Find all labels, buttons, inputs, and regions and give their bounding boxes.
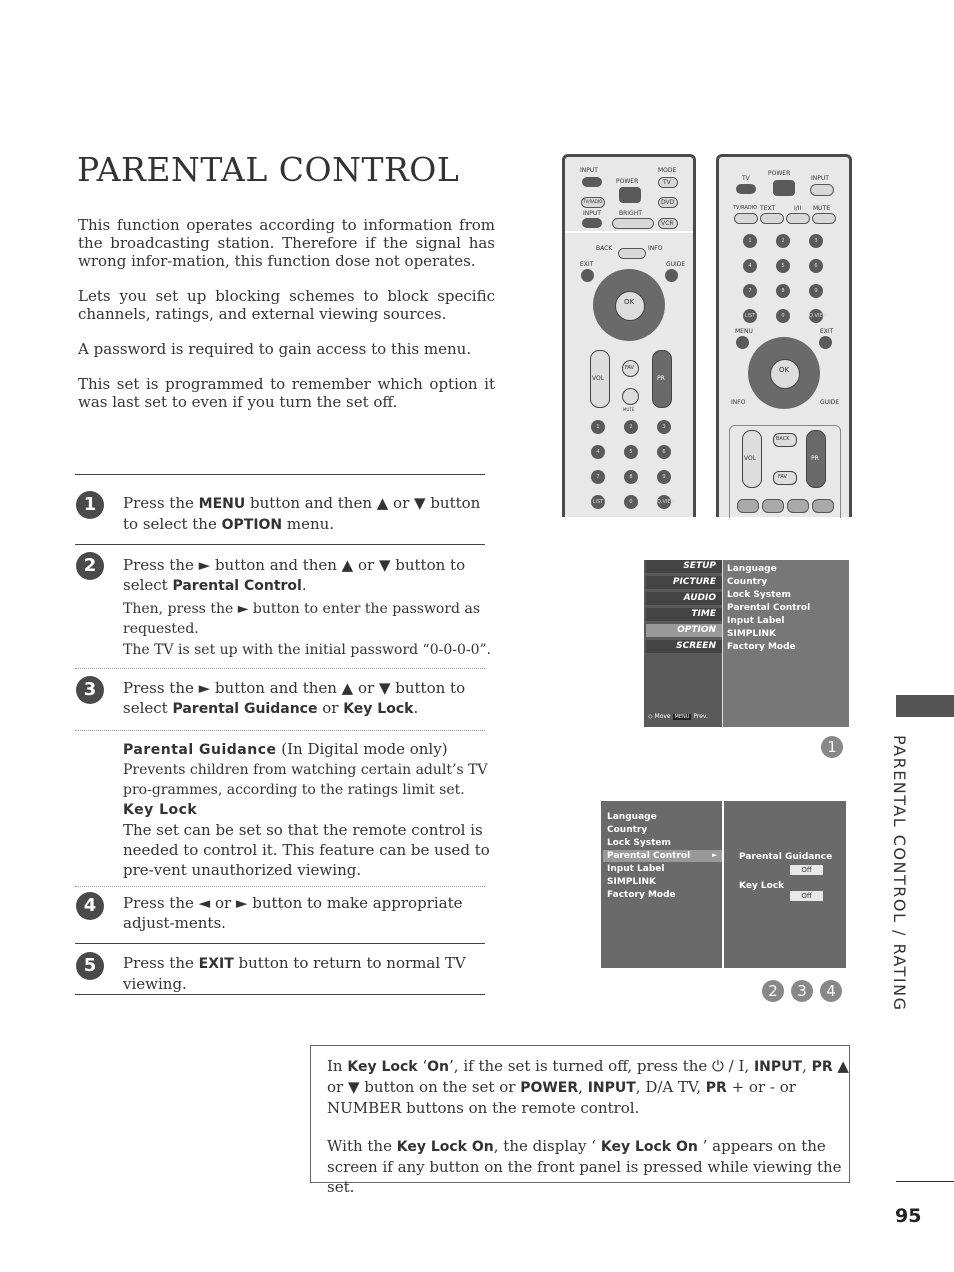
- remote-label: VOL: [744, 455, 757, 462]
- menu-item[interactable]: Input Label: [727, 616, 785, 626]
- option-menu-label: OPTION: [221, 517, 283, 533]
- step-text: .: [301, 576, 307, 594]
- remote-label: TV: [663, 179, 671, 186]
- number-pad-label: 6: [662, 449, 666, 455]
- number-pad-button[interactable]: [624, 470, 638, 484]
- tv-radio-button[interactable]: [581, 197, 605, 208]
- remote-label: I/II: [794, 205, 802, 212]
- step-number: 2: [76, 552, 104, 580]
- intro-paragraph: Lets you set up blocking schemes to block specific channels, ratings, and external viewing sources.: [78, 287, 495, 323]
- footer-move: ◇ Move MENU Prev.: [648, 713, 708, 720]
- number-pad-button[interactable]: [743, 234, 757, 248]
- divider: [75, 943, 485, 944]
- exit-button[interactable]: [581, 269, 594, 282]
- key-lock-option: Key Lock: [739, 881, 785, 891]
- step-5-text: [123, 953, 493, 994]
- nav-option[interactable]: OPTION: [646, 624, 722, 637]
- number-pad-label: 8: [629, 474, 633, 480]
- remote-label: DVD: [661, 199, 675, 206]
- number-pad-button[interactable]: [809, 234, 823, 248]
- number-pad-label: 4: [596, 449, 600, 455]
- number-pad-label: Q.VIEW: [809, 313, 828, 319]
- side-label-text: PARENTAL CONTROL / RATING: [890, 735, 909, 1012]
- fav-button[interactable]: [773, 471, 797, 485]
- ok-button[interactable]: [770, 359, 800, 389]
- fav-button[interactable]: [622, 360, 639, 377]
- exit-button[interactable]: [819, 336, 832, 349]
- step-text: menu.: [282, 515, 335, 533]
- menu-item[interactable]: SIMPLINK: [607, 877, 656, 887]
- section-tab: [896, 695, 954, 717]
- pr-term: PR: [705, 1080, 727, 1096]
- back-button[interactable]: [618, 248, 646, 259]
- program-rocker[interactable]: [652, 350, 672, 408]
- number-pad-label: 4: [748, 263, 752, 269]
- bright-button[interactable]: [612, 218, 654, 229]
- number-pad-button[interactable]: [591, 495, 605, 509]
- number-pad-label: LIST: [744, 313, 756, 319]
- pr-term: PR: [811, 1059, 833, 1075]
- menu-item[interactable]: Country: [727, 577, 768, 587]
- step-text: Press the ► button and then ▲ or ▼ button to select: [123, 556, 466, 594]
- text-button[interactable]: [760, 213, 784, 224]
- remote-label: EXIT: [820, 328, 834, 335]
- divider: [75, 994, 485, 995]
- number-pad-label: 2: [629, 424, 633, 430]
- note-text: With the: [327, 1137, 397, 1155]
- menu-item[interactable]: Language: [727, 564, 777, 574]
- note-text: , the display ‘: [493, 1137, 601, 1155]
- number-pad-button[interactable]: [776, 259, 790, 273]
- mode-vcr-button[interactable]: [658, 218, 678, 229]
- remote-label: INPUT: [811, 175, 829, 182]
- step-number: 3: [76, 676, 104, 704]
- remote-label: TEXT: [760, 205, 776, 212]
- step-subtext: The TV is set up with the initial password “0-0-0-0”.: [123, 642, 492, 658]
- volume-rocker[interactable]: [742, 430, 762, 488]
- remote-label: INPUT: [580, 167, 598, 174]
- back-button[interactable]: [773, 433, 797, 447]
- note-paragraph-2: [327, 1136, 851, 1197]
- number-pad-label: 1: [596, 424, 600, 430]
- number-pad-label: 8: [781, 288, 785, 294]
- parental-guidance-label: Parental Guidance: [172, 701, 318, 717]
- note-text: ‘: [417, 1057, 428, 1075]
- number-pad-button[interactable]: [776, 234, 790, 248]
- number-pad-label: 9: [814, 288, 818, 294]
- step-text: .: [413, 699, 419, 717]
- input-button[interactable]: [582, 177, 602, 187]
- number-pad-label: 5: [629, 449, 633, 455]
- number-pad-button[interactable]: [657, 445, 671, 459]
- nav-audio[interactable]: AUDIO: [646, 592, 722, 605]
- tv-radio-button[interactable]: [734, 213, 758, 224]
- number-pad-button[interactable]: [624, 420, 638, 434]
- page-number: 95: [895, 1205, 922, 1227]
- menu-item[interactable]: Language: [607, 812, 657, 822]
- step-text: Press the: [123, 494, 199, 512]
- remote-label: INFO: [648, 245, 663, 252]
- mode-dvd-button[interactable]: [658, 197, 678, 208]
- remote-label: OK: [624, 298, 635, 306]
- number-pad-button[interactable]: [776, 309, 790, 323]
- number-pad-button[interactable]: [591, 420, 605, 434]
- input-term: INPUT: [587, 1080, 636, 1096]
- nav-time[interactable]: TIME: [646, 608, 722, 621]
- remote-control-left: [562, 154, 696, 517]
- parental-control-menu-screenshot: [601, 801, 846, 968]
- note-text: , D/A TV,: [635, 1078, 706, 1096]
- number-pad-label: 0: [629, 499, 633, 505]
- step-4-text: Press the ◄ or ► button to make appropriate adjust-ments.: [123, 894, 463, 932]
- mute-button[interactable]: [622, 388, 639, 405]
- i-ii-button[interactable]: [786, 213, 810, 224]
- intro-paragraph: This function operates according to information from the broadcasting station. Therefore if the signal has wrong infor-mation, this function dose not operates.: [78, 216, 495, 270]
- power-button[interactable]: [619, 187, 641, 203]
- page-number-rule: [896, 1181, 954, 1182]
- step-number: 1: [76, 491, 104, 519]
- remote-label: BRIGHT: [619, 210, 642, 217]
- step-text: button to return to normal TV viewing.: [123, 954, 466, 993]
- divider: [75, 886, 485, 887]
- remote-label: POWER: [768, 170, 791, 177]
- exit-button-label: EXIT: [198, 956, 234, 972]
- step-text: button and then ▲ or ▼ button to select the: [123, 494, 481, 533]
- power-term: POWER: [520, 1080, 579, 1096]
- remote-label: OK: [779, 366, 790, 374]
- remote-label: MUTE: [813, 205, 831, 212]
- step-number: 4: [76, 892, 104, 920]
- number-pad-label: 5: [781, 263, 785, 269]
- step-badge: 2: [762, 980, 784, 1002]
- step-number: 5: [76, 952, 104, 980]
- input-term: INPUT: [753, 1059, 803, 1075]
- number-pad-label: 3: [814, 238, 818, 244]
- remote-label: POWER: [616, 178, 639, 185]
- nav-picture[interactable]: PICTURE: [646, 576, 722, 589]
- remote-label: VCR: [661, 220, 674, 227]
- nav-setup[interactable]: SETUP: [646, 560, 722, 573]
- remote-label: EXIT: [580, 261, 594, 268]
- step-badge: 1: [821, 736, 843, 758]
- parental-guidance-heading: Parental Guidance: [123, 742, 277, 758]
- number-pad-button[interactable]: [657, 420, 671, 434]
- heading-note: (In Digital mode only): [276, 740, 448, 758]
- menu-item[interactable]: Lock System: [607, 838, 671, 848]
- number-pad-button[interactable]: [591, 445, 605, 459]
- number-pad-button[interactable]: [657, 470, 671, 484]
- divider: [75, 730, 485, 731]
- input-button[interactable]: [582, 218, 602, 228]
- note-text: ,: [802, 1057, 812, 1075]
- number-pad-button[interactable]: [624, 495, 638, 509]
- note-text: ’ appears on the screen if any button on the front panel is pressed while viewing the set.: [327, 1137, 842, 1196]
- number-pad-label: 7: [748, 288, 752, 294]
- number-pad-button[interactable]: [591, 470, 605, 484]
- menu-item[interactable]: Factory Mode: [727, 642, 796, 652]
- parental-guidance-option: Parental Guidance: [739, 852, 833, 862]
- step-text: Press the: [123, 954, 199, 972]
- remote-label: FAV: [778, 474, 787, 480]
- menu-item[interactable]: Parental Control: [727, 603, 811, 613]
- note-text: In: [327, 1057, 348, 1075]
- number-pad-label: 9: [662, 474, 666, 480]
- menu-button[interactable]: [736, 336, 749, 349]
- number-pad-button[interactable]: [624, 445, 638, 459]
- step-text: Press the ► button and then ▲ or ▼ button to select: [123, 679, 466, 717]
- menu-item[interactable]: Factory Mode: [607, 890, 676, 900]
- divider: [75, 544, 485, 545]
- step-text: or: [317, 699, 344, 717]
- remote-label: PR: [811, 455, 819, 462]
- number-pad-button[interactable]: [809, 259, 823, 273]
- remote-label: MUTE: [623, 407, 635, 412]
- side-section-label: [868, 735, 948, 1015]
- footer-menu-key: MENU: [674, 714, 690, 720]
- key-lock-description: The set can be set so that the remote control is needed to control it. This feature can be used to pre-vent unauthorized viewing.: [123, 821, 490, 879]
- key-lock-term: Key Lock: [347, 1059, 418, 1075]
- note-box: [310, 1045, 850, 1196]
- page-title: PARENTAL CONTROL: [77, 150, 460, 189]
- yellow-button[interactable]: [787, 499, 809, 513]
- option-menu-screenshot: [644, 560, 849, 727]
- divider: [75, 668, 485, 669]
- remote-label: TV/RADIO: [583, 199, 603, 204]
- menu-item-selected[interactable]: Parental Control: [607, 851, 691, 861]
- number-pad-button[interactable]: [743, 259, 757, 273]
- step-badge: 3: [791, 980, 813, 1002]
- number-pad-button[interactable]: [657, 495, 676, 509]
- remote-label: INPUT: [583, 210, 601, 217]
- number-pad-label: 2: [781, 238, 785, 244]
- note-text: + or - or NUMBER buttons on the remote control.: [327, 1078, 796, 1117]
- blue-button[interactable]: [812, 499, 834, 513]
- key-lock-on-term: Key Lock On: [396, 1139, 494, 1155]
- remote-label: INFO: [731, 399, 746, 406]
- parental-guidance-description: Prevents children from watching certain adult’s TV pro-grammes, according to the ratings limit set.: [123, 762, 488, 798]
- key-lock-heading: Key Lock: [123, 802, 198, 818]
- tv-button[interactable]: [736, 184, 756, 194]
- key-lock-on-term: Key Lock On: [600, 1139, 698, 1155]
- note-text: ,: [578, 1078, 588, 1096]
- remote-label: MODE: [658, 167, 677, 174]
- ok-button[interactable]: [615, 291, 645, 321]
- number-pad-label: 3: [662, 424, 666, 430]
- note-text: ▲ or ▼ button on the set or: [327, 1057, 849, 1096]
- number-pad-button[interactable]: [809, 309, 828, 323]
- remote-label: TV: [742, 175, 750, 182]
- remote-label: VOL: [592, 375, 605, 382]
- remote-control-right: [716, 154, 852, 517]
- menu-button-label: MENU: [198, 496, 246, 512]
- intro-paragraph: This set is programmed to remember which option it was last set to even if you turn the set off.: [78, 375, 495, 411]
- number-pad-button[interactable]: [776, 284, 790, 298]
- remote-label: MENU: [735, 328, 753, 335]
- key-lock-label: Key Lock: [343, 701, 414, 717]
- menu-item[interactable]: Lock System: [727, 590, 791, 600]
- footer-prev-label: Prev.: [693, 713, 708, 720]
- step-1-text: [123, 493, 493, 535]
- key-lock-value[interactable]: Off: [790, 891, 823, 901]
- footer-move-label: Move: [654, 713, 671, 720]
- program-rocker[interactable]: [806, 430, 826, 488]
- intro-paragraph: A password is required to gain access to this menu.: [78, 340, 472, 358]
- menu-item[interactable]: Country: [607, 825, 648, 835]
- mute-button[interactable]: [812, 213, 836, 224]
- divider: [75, 474, 485, 475]
- volume-rocker[interactable]: [590, 350, 610, 408]
- menu-item[interactable]: SIMPLINK: [727, 629, 776, 639]
- remote-label: FAV: [625, 365, 634, 371]
- remote-label: BACK: [596, 245, 613, 252]
- on-term: On: [427, 1059, 450, 1075]
- input-button[interactable]: [810, 184, 834, 196]
- remote-label: GUIDE: [666, 261, 686, 268]
- parental-guidance-value[interactable]: Off: [790, 865, 823, 875]
- number-pad-button[interactable]: [743, 309, 757, 323]
- step-3-text: [123, 678, 493, 719]
- power-button[interactable]: [773, 180, 795, 196]
- red-button[interactable]: [737, 499, 759, 513]
- note-text: ’, if the set is turned off, press the ⏻ / I,: [449, 1057, 754, 1075]
- remote-label: BACK: [776, 436, 790, 442]
- nav-screen[interactable]: SCREEN: [646, 640, 722, 653]
- number-pad-label: 1: [748, 238, 752, 244]
- number-pad-label: 0: [781, 313, 785, 319]
- remote-label: GUIDE: [820, 399, 840, 406]
- parental-control-label: Parental Control: [172, 578, 302, 594]
- number-pad-button[interactable]: [809, 284, 823, 298]
- number-pad-button[interactable]: [743, 284, 757, 298]
- guide-button[interactable]: [665, 269, 678, 282]
- step-subtext: Then, press the ► button to enter the password as requested.: [123, 601, 480, 637]
- remote-label: PR: [657, 375, 665, 382]
- parental-guidance-section: [123, 739, 493, 880]
- number-pad-label: 7: [596, 474, 600, 480]
- step-2-text: [123, 555, 493, 660]
- number-pad-label: Q.VIEW: [657, 499, 676, 505]
- green-button[interactable]: [762, 499, 784, 513]
- step-badge: 4: [820, 980, 842, 1002]
- mode-tv-button[interactable]: [658, 177, 678, 188]
- menu-item[interactable]: Input Label: [607, 864, 665, 874]
- remote-label: TV/RADIO: [733, 205, 758, 211]
- number-pad-label: 6: [814, 263, 818, 269]
- note-paragraph-1: [327, 1056, 851, 1118]
- number-pad-label: LIST: [592, 499, 604, 505]
- arrow-right-icon: ►: [712, 851, 718, 859]
